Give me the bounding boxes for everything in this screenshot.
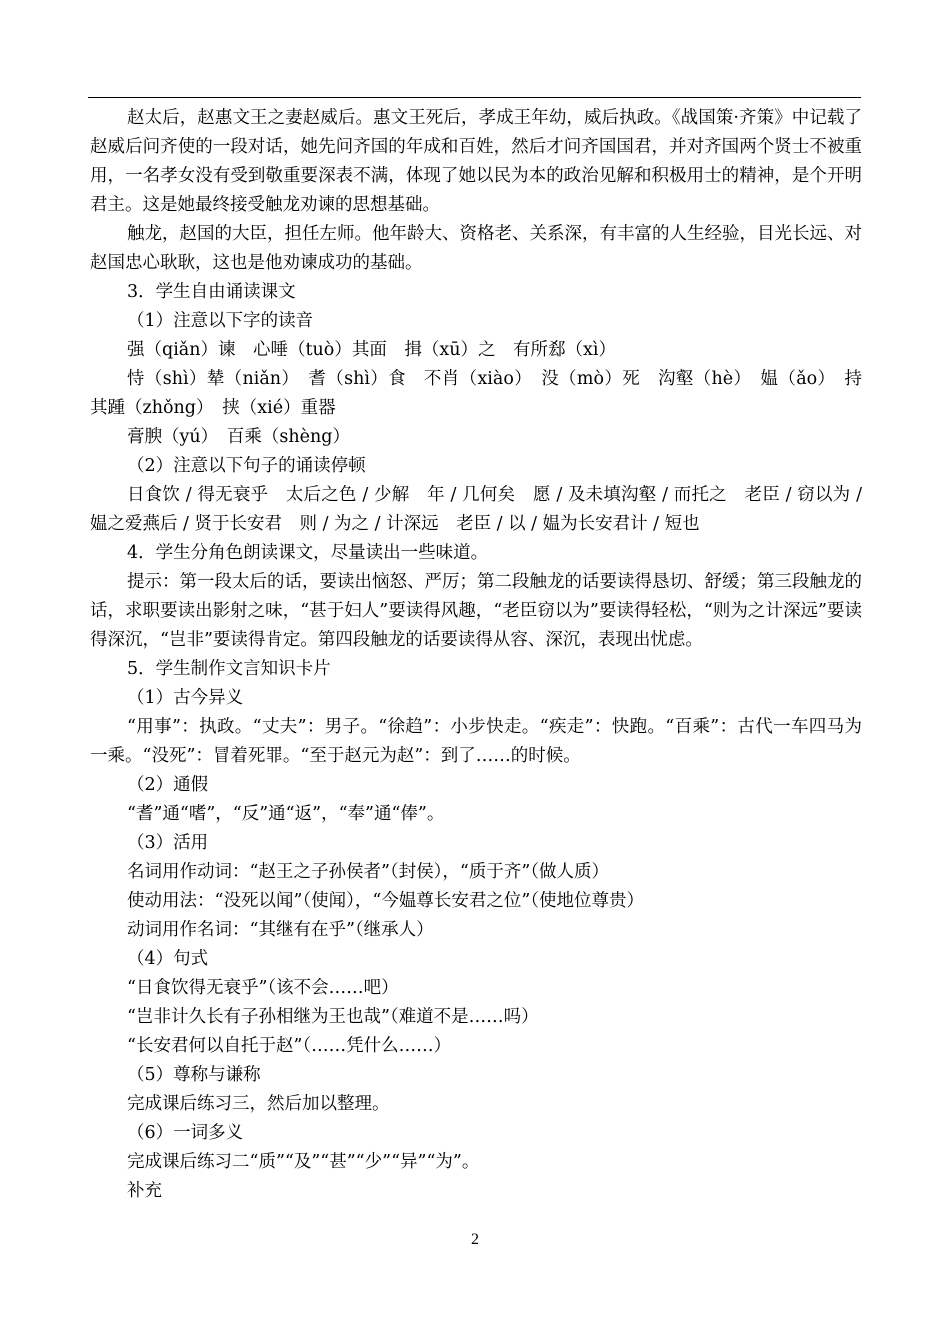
huoyong-noun-verb: 名词用作动词：“赵王之子孙侯者”（封侯），“质于齐”（做人质）	[127, 862, 610, 882]
tongjia-list: “耆”通“嗜”，“反”通“返”，“奉”通“俸”。	[127, 804, 445, 824]
header-rule	[88, 97, 861, 98]
supplement-label: 补充	[127, 1181, 162, 1201]
subheading-ancient-modern: （1）古今异义	[127, 688, 244, 708]
subheading-tongjia: （2）通假	[127, 775, 209, 795]
pronunciation-line-2: 恃（shì）辇（niǎn） 耆（shì）食 不肖（xiào） 没（mò）死 沟壑（hè） 媪（ǎo） 持其踵（zhǒng） 挟（xié）重器	[90, 369, 862, 418]
paragraph-zhao-taihou: 赵太后，赵惠文王之妻赵威后。惠文王死后，孝成王年幼，威后执政。《战国策·齐策》中记载了赵威后问齐使的一段对话，她先问齐国的年成和百姓，然后才问齐国国君，并对齐国两个贤士不被重用，一名孝女没有受到敬重要深表不满，体现了她以民为本的政治见解和积极用士的精神，是个开明君主。这是她最终接受触龙劝谏的思想基础。	[90, 108, 862, 215]
sentence-pattern-3: “长安君何以自托于赵”（……凭什么……）	[127, 1036, 452, 1056]
subheading-pronunciation: （1）注意以下字的读音	[127, 311, 314, 331]
heading-role-reading: 4．学生分角色朗读课文，尽量读出一些味道。	[127, 543, 489, 563]
honorifics-task: 完成课后练习三，然后加以整理。	[127, 1094, 390, 1114]
sentence-pattern-1: “日食饮得无衰乎”（该不会……吧）	[127, 978, 399, 998]
subheading-polysemy: （6）一词多义	[127, 1123, 244, 1143]
subheading-sentence-patterns: （4）句式	[127, 949, 209, 969]
paragraph-chu-long: 触龙，赵国的大臣，担任左师。他年龄大、资格老、关系深，有丰富的人生经验，目光长远、对赵国忠心耿耿，这也是他劝谏成功的基础。	[90, 224, 862, 273]
pronunciation-line-1: 强（qiǎn）谏 心唾（tuò）其面 揖（xū）之 有所郄（xì）	[127, 340, 616, 360]
polysemy-task: 完成课后练习二“质”“及”“甚”“少”“异”“为”。	[127, 1152, 480, 1172]
sentence-pattern-2: “岂非计久长有子孙相继为王也哉”（难道不是……吗）	[127, 1007, 539, 1027]
huoyong-causative: 使动用法：“没死以闻”（使闻），“今媪尊长安君之位”（使地位尊贵）	[127, 891, 645, 911]
page-number: 2	[471, 1231, 479, 1248]
pronunciation-line-3: 膏腴（yú） 百乘（shèng）	[127, 427, 350, 447]
subheading-honorifics: （5）尊称与谦称	[127, 1065, 261, 1085]
subheading-huoyong: （3）活用	[127, 833, 209, 853]
paragraph-reading-tips: 提示：第一段太后的话，要读出恼怒、严厉；第二段触龙的话要读得恳切、舒缓；第三段触龙的话，求职要读出影射之味，“甚于妇人”要读得风趣，“老臣窃以为”要读得轻松，“则为之计深远”要读得深沉，“岂非”要读得肯定。第四段触龙的话要读得从容、深沉，表现出忧虑。	[90, 572, 862, 650]
heading-free-reading: 3．学生自由诵读课文	[127, 282, 296, 302]
huoyong-verb-noun: 动词用作名词：“其继有在乎”（继承人）	[127, 920, 434, 940]
ancient-modern-list: “用事”：执政。“丈夫”：男子。“徐趋”：小步快走。“疾走”：快跑。“百乘”：古代一车四马为一乘。“没死”：冒着死罪。“至于赵元为赵”：到了……的时候。	[90, 717, 862, 766]
document-body	[90, 104, 862, 1206]
subheading-pauses: （2）注意以下句子的诵读停顿	[127, 456, 366, 476]
heading-knowledge-cards: 5．学生制作文言知识卡片	[127, 659, 331, 679]
pause-sentences: 日食饮 / 得无衰乎 太后之色 / 少解 年 / 几何矣 愿 / 及未填沟壑 / 而托之 老臣 / 窃以为 / 媪之爱燕后 / 贤于长安君 则 / 为之 / 计深远 老臣 / 以 / 媪为长安君计 / 短也	[90, 485, 862, 534]
